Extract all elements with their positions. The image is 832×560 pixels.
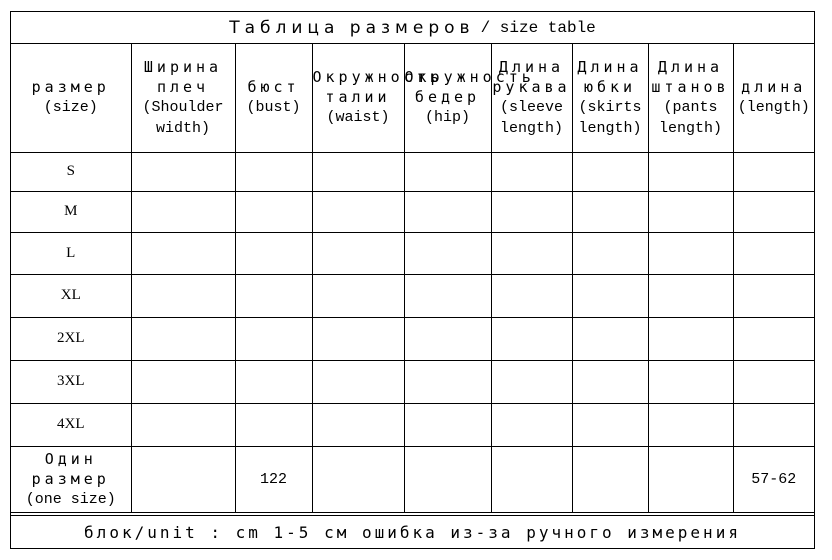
table-cell <box>733 274 814 317</box>
size-cell: 3XL <box>11 360 131 403</box>
table-cell <box>312 232 404 274</box>
table-cell <box>491 403 572 446</box>
table-row <box>11 191 814 232</box>
table-cell <box>131 191 235 232</box>
table-cell <box>235 403 312 446</box>
col-header-sleeve: Длина рукава (sleeve length) <box>491 44 572 152</box>
table-row <box>11 317 814 360</box>
table-cell <box>312 446 404 512</box>
table-cell <box>404 232 491 274</box>
table-cell <box>491 274 572 317</box>
table-cell <box>404 191 491 232</box>
table-cell <box>491 191 572 232</box>
table-cell: 57-62 <box>733 446 814 512</box>
table-cell <box>572 403 648 446</box>
title-ru: Таблица размеров <box>229 17 475 38</box>
col-header-size: размер (size) <box>11 44 131 152</box>
table-cell <box>131 152 235 191</box>
table-cell <box>648 152 733 191</box>
table-cell <box>648 446 733 512</box>
table-cell <box>648 232 733 274</box>
table-cell <box>312 360 404 403</box>
table-cell <box>733 152 814 191</box>
col-header-bust: бюст (bust) <box>235 44 312 152</box>
col-header-shoulder: Ширина плеч (Shoulder width) <box>131 44 235 152</box>
table-title <box>11 12 814 44</box>
table-cell <box>491 446 572 512</box>
table-cell <box>733 191 814 232</box>
table-cell <box>404 403 491 446</box>
table-cell <box>491 232 572 274</box>
header-row <box>11 44 814 152</box>
table-cell <box>131 403 235 446</box>
table-cell: 122 <box>235 446 312 512</box>
table-cell <box>404 274 491 317</box>
table-cell <box>572 446 648 512</box>
title-en: / size table <box>480 18 596 37</box>
table-cell <box>572 274 648 317</box>
table-cell <box>404 360 491 403</box>
table-cell <box>131 232 235 274</box>
table-row <box>11 152 814 191</box>
col-header-skirt: Длина юбки (skirts length) <box>572 44 648 152</box>
table-cell <box>312 317 404 360</box>
table-cell <box>491 360 572 403</box>
size-cell: 4XL <box>11 403 131 446</box>
size-cell: S <box>11 152 131 191</box>
table-cell <box>404 446 491 512</box>
table-cell <box>312 191 404 232</box>
one-size-label-ru: Один размер <box>31 449 110 488</box>
table-footer-note: блок/unit : cm 1-5 см ошибка из-за ручного измерения <box>11 515 814 548</box>
table-cell <box>235 360 312 403</box>
table-cell <box>491 152 572 191</box>
table-cell <box>312 274 404 317</box>
table-row <box>11 232 814 274</box>
table-cell <box>235 191 312 232</box>
table-cell <box>648 403 733 446</box>
col-header-length: длина (length) <box>733 44 814 152</box>
size-cell <box>11 446 131 512</box>
table-row <box>11 360 814 403</box>
size-cell: 2XL <box>11 317 131 360</box>
size-table <box>11 44 814 513</box>
col-header-waist: Окружность талии (waist) <box>312 44 404 152</box>
table-cell <box>235 152 312 191</box>
table-cell <box>131 317 235 360</box>
table-cell <box>572 232 648 274</box>
table-cell <box>312 152 404 191</box>
table-cell <box>404 317 491 360</box>
table-cell <box>572 360 648 403</box>
table-cell <box>235 232 312 274</box>
col-header-pants: Длина штанов (pants length) <box>648 44 733 152</box>
table-cell <box>733 232 814 274</box>
table-cell <box>572 152 648 191</box>
table-cell <box>648 317 733 360</box>
table-cell <box>235 274 312 317</box>
size-cell: M <box>11 191 131 232</box>
table-cell <box>131 274 235 317</box>
table-cell <box>648 274 733 317</box>
table-cell <box>648 360 733 403</box>
col-header-hip: Окружность бедер (hip) <box>404 44 491 152</box>
table-cell <box>131 360 235 403</box>
size-cell: L <box>11 232 131 274</box>
table-row <box>11 274 814 317</box>
size-cell: XL <box>11 274 131 317</box>
table-cell <box>648 191 733 232</box>
table-cell <box>733 403 814 446</box>
table-row-one-size <box>11 446 814 512</box>
table-cell <box>733 317 814 360</box>
table-cell <box>235 317 312 360</box>
table-cell <box>572 191 648 232</box>
table-cell <box>733 360 814 403</box>
size-table-sheet <box>10 11 815 549</box>
table-cell <box>312 403 404 446</box>
table-cell <box>404 152 491 191</box>
table-cell <box>131 446 235 512</box>
table-row <box>11 403 814 446</box>
table-cell <box>491 317 572 360</box>
table-cell <box>572 317 648 360</box>
one-size-label-en: (one size) <box>25 490 116 508</box>
